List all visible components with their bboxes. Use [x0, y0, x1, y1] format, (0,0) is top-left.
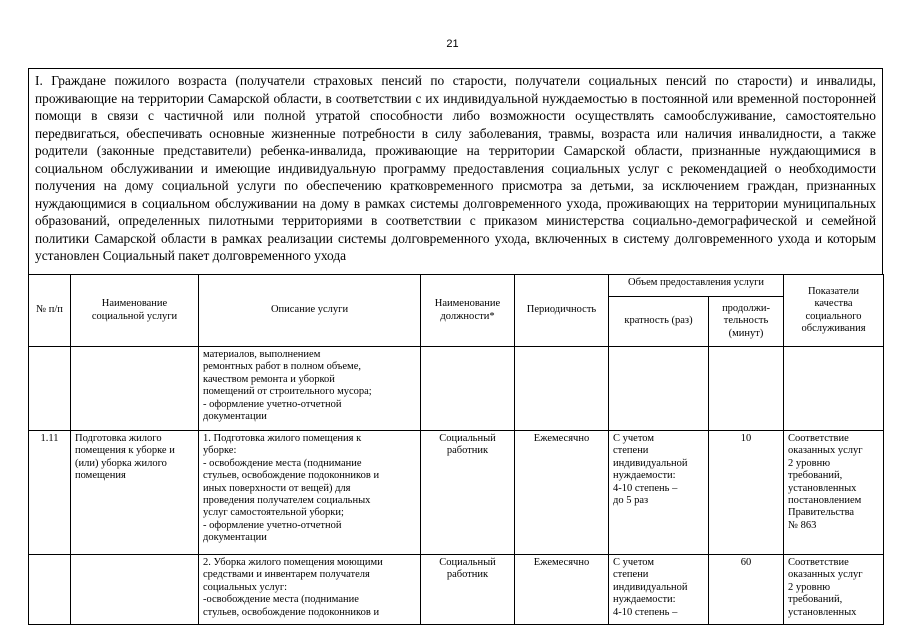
header-num: № п/п [29, 275, 71, 347]
cell-periodicity: Ежемесячно [515, 431, 609, 555]
cell-description-line: документации [203, 532, 267, 544]
cell-quality-line: установленных [788, 606, 857, 618]
cell-quality-line: 2 уровню [788, 457, 831, 469]
cell-description-line: 2. Уборка жилого помещения моющими [203, 557, 383, 568]
cell-description-line: иных поверхности от вещей) для [203, 482, 351, 494]
services-table [28, 274, 884, 625]
table-row [29, 555, 884, 625]
cell-multiplicity-line: индивидуальной [613, 581, 688, 593]
header-duration: продолжи-тельность (минут) [709, 297, 784, 347]
cell-description [199, 431, 421, 555]
cell-num [29, 347, 71, 431]
cell-quality-line: Правительства [788, 507, 855, 519]
cell-description-line: -освобождение места (поднимание [203, 594, 359, 606]
cell-periodicity: Ежемесячно [515, 555, 609, 625]
cell-description-line: средствами и инвентарем получателя [203, 569, 370, 581]
cell-quality-line: постановлением [788, 495, 862, 507]
cell-description-line: социальных услуг: [203, 581, 288, 593]
header-volume: Объем предоставления услуги [609, 275, 784, 297]
cell-num [29, 555, 71, 625]
cell-multiplicity-line: до 5 раз [613, 495, 649, 507]
header-name: Наименование социальной услуги [71, 275, 199, 347]
cell-quality-line: установленных [788, 482, 857, 494]
cell-description-line: уборке: [203, 445, 237, 457]
table-row [29, 431, 884, 555]
cell-quality-line: требований, [788, 594, 843, 606]
cell-name: Подготовка жилого помещения к уборке и (или) уборка жилого помещения [71, 431, 199, 555]
cell-multiplicity-line: 4-10 степень – [613, 482, 678, 494]
cell-description [199, 555, 421, 625]
cell-quality [784, 431, 884, 555]
cell-multiplicity-line: индивидуальной [613, 457, 688, 469]
cell-multiplicity-line: нуждаемости: [613, 594, 676, 606]
cell-quality-line: оказанных услуг [788, 569, 863, 581]
cell-description [199, 347, 421, 431]
cell-quality-line: требований, [788, 470, 843, 482]
cell-quality-line: 2 уровню [788, 581, 831, 593]
cell-quality-line: № 863 [788, 519, 817, 531]
cell-position [421, 347, 515, 431]
cell-description-line: 1. Подготовка жилого помещения к [203, 433, 362, 444]
cell-description-line: ремонтных работ в полном объеме, [203, 361, 361, 373]
cell-description-line: проведения получателем социальных [203, 495, 371, 507]
cell-description-line: качеством ремонта и уборкой [203, 373, 335, 385]
section-heading: I. Граждане пожилого возраста (получатели страховых пенсий по старости, получатели социальных пенсий по старости) и инвалиды, проживающие на территории Самарской области, в соответствии с их индивидуальной нуждаемостью в постоянной или временной посторонней помощи в связи с частичной или полной утратой способности либо возможности осуществлять самообслуживание, самостоятельно передвигаться, обеспечивать основные жизненные потребности в силу заболевания, травмы, возраста или наличия инвалидности, а также родители (законные представители) ребенка-инвалида, проживающие на территории Самарской области, признанные нуждающимися в социальном обслуживании и имеющие индивидуальную программу предоставления социальных услуг с рекомендацией о необходимости получения на дому социальной услуги по обеспечению кратковременного присмотра за детьми, за исключением граждан, признанных нуждающимися в социальном обслуживании на дому в рамках системы долговременного ухода, проживающих на территории муниципальных образований, определенных пилотными территориями в соответствии с приказом министерства социально-демографической и семейной политики Самарской области в рамках реализации системы долговременного ухода, включенных в систему долговременного ухода и которым установлен Социальный пакет долговременного ухода [28, 68, 883, 275]
cell-quality [784, 347, 884, 431]
cell-num: 1.11 [29, 431, 71, 555]
header-multiplicity: кратность (раз) [609, 297, 709, 347]
table-row [29, 347, 884, 431]
cell-description-line: стульев, освобождение подоконников и [203, 606, 380, 618]
cell-quality-line: Соответствие [788, 433, 849, 444]
cell-name [71, 555, 199, 625]
header-periodicity: Периодичность [515, 275, 609, 347]
cell-duration: 60 [709, 555, 784, 625]
cell-quality-line: Соответствие [788, 557, 849, 568]
cell-multiplicity-line: степени [613, 445, 649, 457]
cell-multiplicity-line: нуждаемости: [613, 470, 676, 482]
cell-position: Социальный работник [421, 555, 515, 625]
cell-position: Социальный работник [421, 431, 515, 555]
cell-description-line: стульев, освобождение подоконников и [203, 470, 380, 482]
cell-duration [709, 347, 784, 431]
cell-periodicity [515, 347, 609, 431]
cell-multiplicity [609, 431, 709, 555]
cell-description-line: услуг самостоятельной уборки; [203, 507, 344, 519]
cell-quality [784, 555, 884, 625]
cell-multiplicity-line: С учетом [613, 557, 654, 568]
cell-multiplicity [609, 555, 709, 625]
cell-multiplicity [609, 347, 709, 431]
header-description: Описание услуги [199, 275, 421, 347]
page-number: 21 [446, 38, 459, 50]
cell-description-line: - оформление учетно-отчетной [203, 398, 342, 410]
cell-description-line: документации [203, 411, 267, 423]
cell-multiplicity-line: 4-10 степень – [613, 606, 678, 618]
cell-description-line: - освобождение места (поднимание [203, 457, 362, 469]
cell-description-line: помещений от строительного мусора; [203, 386, 372, 398]
cell-description-line: материалов, выполнением [203, 349, 321, 360]
cell-duration: 10 [709, 431, 784, 555]
cell-name [71, 347, 199, 431]
header-position: Наименование должности* [421, 275, 515, 347]
cell-description-line: - оформление учетно-отчетной [203, 519, 342, 531]
cell-multiplicity-line: степени [613, 569, 649, 581]
header-quality: Показатели качества социального обслуживания [784, 275, 884, 347]
cell-multiplicity-line: С учетом [613, 433, 654, 444]
cell-quality-line: оказанных услуг [788, 445, 863, 457]
